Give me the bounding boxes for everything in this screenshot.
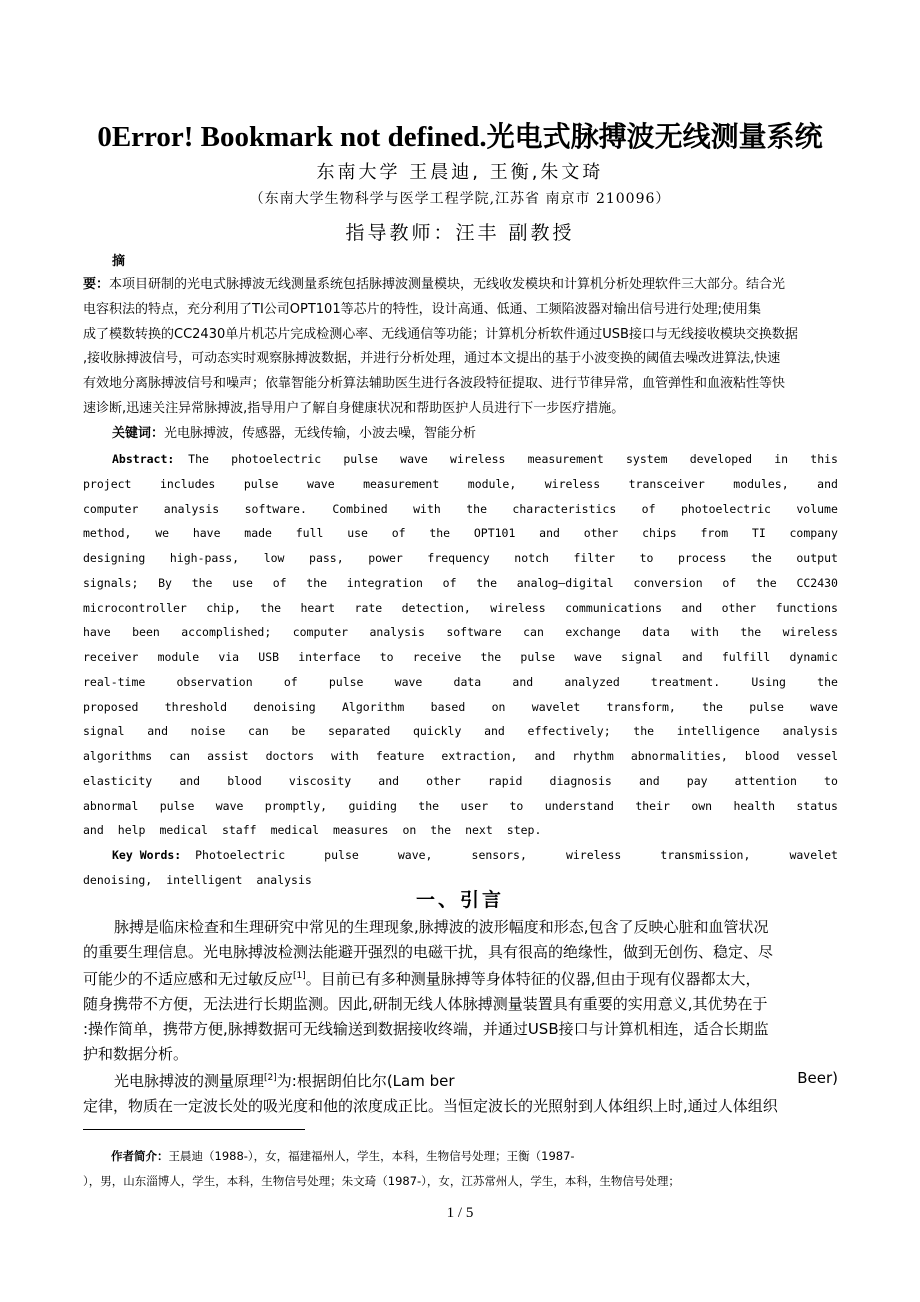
abstract-en-line: signal and noise can be separated quickly and effectively; the intelligence analysis: [83, 724, 838, 739]
abstract-cn-line: 速诊断,迅速关注异常脉搏波,指导用户了解自身健康状况和帮助医护人员进行下一步医疗措施。: [83, 400, 625, 416]
keywords-en-line: denoising, intelligent analysis: [83, 872, 312, 887]
abstract-en-line: computer analysis software. Combined with the characteristics of photoelectric volume: [83, 501, 838, 516]
footnote-line: ），男，山东淄博人，学生，本科，生物信号处理；朱文琦（1987-），女，江苏常州人，学生，本科，生物信号处理；: [83, 1174, 680, 1188]
advisor-line: 指导教师：汪丰 副教授: [345, 222, 575, 244]
abstract-en-line: Abstract: The photoelectric pulse wave wireless measurement system developed in this: [83, 447, 838, 472]
section-body: [83, 915, 838, 1119]
abstract-en-line: have been accomplished; computer analysis software can exchange data with the wireless: [83, 625, 838, 640]
abstract-cn-line: ,接收脉搏波信号，可动态实时观察脉搏波数据，并进行分析处理，通过本文提出的基于小波变换的阈值去噪改进算法,快速: [83, 351, 781, 367]
abstract-cn-line: 电容积法的特点，充分利用了TI公司OPT101等芯片的特性，设计高通、低通、工频陷波器对输出信号进行处理;使用集: [83, 301, 761, 317]
body-line: 护和数据分析。: [83, 1044, 189, 1063]
body-line: 可能少的不适应感和无过敏反应[1]。目前已有多种测量脉搏等身体特征的仪器,但由于现有仪器都太大，: [83, 970, 761, 989]
keywords-cn-text: 光电脉搏波，传感器，无线传输，小波去噪，智能分析: [164, 426, 477, 441]
abstract-heading: 摘: [112, 254, 126, 269]
abstract-en-line: method, we have made full use of the OPT101 and other chips from TI company: [83, 526, 838, 541]
footnote-divider: [83, 1129, 305, 1130]
author-footnote: [83, 1144, 838, 1194]
page-number: 1 / 5: [446, 1205, 474, 1221]
abstract-cn-label: 要：: [83, 277, 110, 292]
abstract-cn-line: 要：本项目研制的光电式脉搏波无线测量系统包括脉搏波测量模块，无线收发模块和计算机分析处理软件三大部分。结合光: [83, 277, 786, 292]
footnote-line: 作者简介：王晨迪（1988-），女，福建福州人，学生，本科，生物信号处理；王衡（1987-: [111, 1149, 575, 1163]
body-line: 光电脉搏波的测量原理[2]为:根据朗伯比尔(Lam ber Beer): [114, 1069, 838, 1091]
authors-line: 东南大学 王晨迪, 王衡,朱文琦: [316, 162, 604, 183]
keywords-en-line: Key Words: Photoelectric pulse wave, sensors, wireless transmission, wavelet: [83, 843, 838, 868]
abstract-en-line: project includes pulse wave measurement module, wireless transceiver modules, and: [83, 476, 838, 491]
abstract-en-line: algorithms can assist doctors with feature extraction, and rhythm abnormalities, blood vessel: [83, 749, 838, 763]
abstract-en-line: designing high-pass, low pass, power frequency notch filter to process the output: [83, 551, 838, 565]
keywords-en-label: Key Words:: [112, 848, 182, 862]
keywords-cn-label: 关键词：: [112, 426, 165, 441]
abstract-en-line: receiver module via USB interface to receive the pulse wave signal and fulfill dynamic: [83, 650, 838, 664]
body-line: 随身携带不方便，无法进行长期监测。因此,研制无线人体脉搏测量装置具有重要的实用意义,其优势在于: [83, 995, 768, 1014]
section-heading: 一、引言: [415, 889, 504, 911]
body-line: 的重要生理信息。光电脉搏波检测法能避开强烈的电磁干扰，具有很高的绝缘性，做到无创伤、稳定、尽: [83, 942, 774, 961]
footnote-label: 作者简介：: [111, 1149, 169, 1163]
abstract-en-line: signals; By the use of the integration of the analog—digital conversion of the CC2430: [83, 575, 838, 590]
abstract-en-line: and help medical staff medical measures on the next step.: [83, 823, 542, 838]
abstract-en-line: microcontroller chip, the heart rate detection, wireless communications and other functions: [83, 600, 838, 615]
abstract-cn: [83, 273, 838, 422]
body-line: 定律，物质在一定波长处的吸光度和他的浓度成正比。当恒定波长的光照射到人体组织上时,通过人体组织: [83, 1096, 778, 1115]
title-main-text: 光电式脉搏波无线测量系统: [486, 120, 823, 153]
abstract-en-line: proposed threshold denoising Algorithm based on wavelet transform, the pulse wave: [83, 699, 838, 714]
abstract-en-line: elasticity and blood viscosity and other rapid diagnosis and pay attention to: [83, 773, 838, 788]
body-line: :操作简单，携带方便,脉搏数据可无线输送到数据接收终端，并通过USB接口与计算机相连，适合长期监: [83, 1019, 769, 1038]
abstract-cn-line: 有效地分离脉搏波信号和噪声；依靠智能分析算法辅助医生进行各波段特征提取、进行节律异常，血管弹性和血液粘性等快: [83, 376, 786, 392]
paper-title: [0, 118, 920, 156]
abstract-cn-line: 成了模数转换的CC2430单片机芯片完成检测心率、无线通信等功能；计算机分析软件通过USB接口与无线接收模块交换数据: [83, 326, 798, 342]
bookmark-error-text: 0Error! Bookmark not defined.: [97, 121, 487, 153]
abstract-en-line: abnormal pulse wave promptly, guiding the user to understand their own health status: [83, 798, 838, 813]
citation-ref: [2]: [264, 1073, 277, 1084]
affiliation-line: （东南大学生物科学与医学工程学院,江苏省 南京市 210096）: [249, 191, 671, 207]
abstract-en-line: real-time observation of pulse wave data and analyzed treatment. Using the: [83, 674, 838, 689]
abstract-en: [83, 447, 838, 843]
keywords-cn: [112, 422, 476, 446]
abstract-en-label: Abstract:: [112, 452, 175, 466]
body-line: 脉搏是临床检查和生理研究中常见的生理现象,脉搏波的波形幅度和形态,包含了反映心脏和血管状况: [114, 918, 769, 936]
citation-ref: [1]: [293, 971, 306, 982]
